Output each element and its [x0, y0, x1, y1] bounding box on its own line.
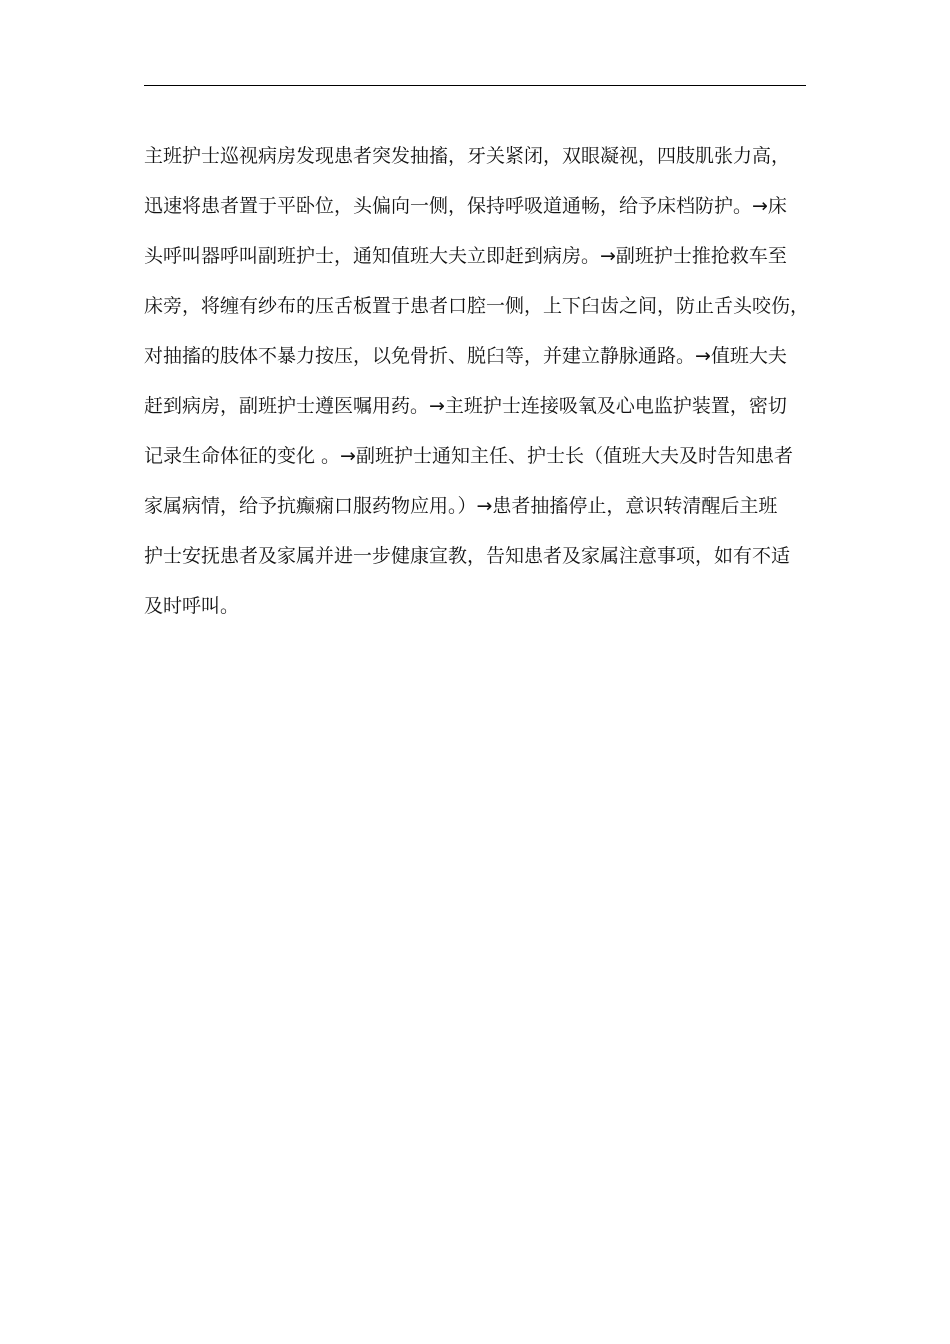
- text-line: 迅速将患者置于平卧位，头偏向一侧，保持呼吸道通畅，给予床档防护。→床: [144, 195, 787, 217]
- text-line: 护士安抚患者及家属并进一步健康宣教，告知患者及家属注意事项，如有不适: [144, 545, 791, 567]
- text-line: 床旁，将缠有纱布的压舌板置于患者口腔一侧，上下臼齿之间，防止舌头咬伤，: [144, 295, 810, 317]
- text-line: 主班护士巡视病房发现患者突发抽搐，牙关紧闭，双眼凝视，四肢肌张力高，: [144, 145, 791, 167]
- text-line: 记录生命体征的变化 。→副班护士通知主任、护士长（值班大夫及时告知患者: [144, 445, 793, 467]
- text-line: 对抽搐的肢体不暴力按压，以免骨折、脱臼等，并建立静脉通路。→值班大夫: [144, 345, 787, 367]
- text-line: 头呼叫器呼叫副班护士，通知值班大夫立即赶到病房。→副班护士推抢救车至: [144, 245, 787, 267]
- text-line: 赶到病房，副班护士遵医嘱用药。→主班护士连接吸氧及心电监护装置，密切: [144, 395, 787, 417]
- body-paragraph: [144, 131, 834, 631]
- text-line: 家属病情，给予抗癫痫口服药物应用。）→患者抽搐停止，意识转清醒后主班: [144, 495, 778, 517]
- header-rule: [144, 85, 806, 86]
- text-line: 及时呼叫。: [144, 595, 240, 617]
